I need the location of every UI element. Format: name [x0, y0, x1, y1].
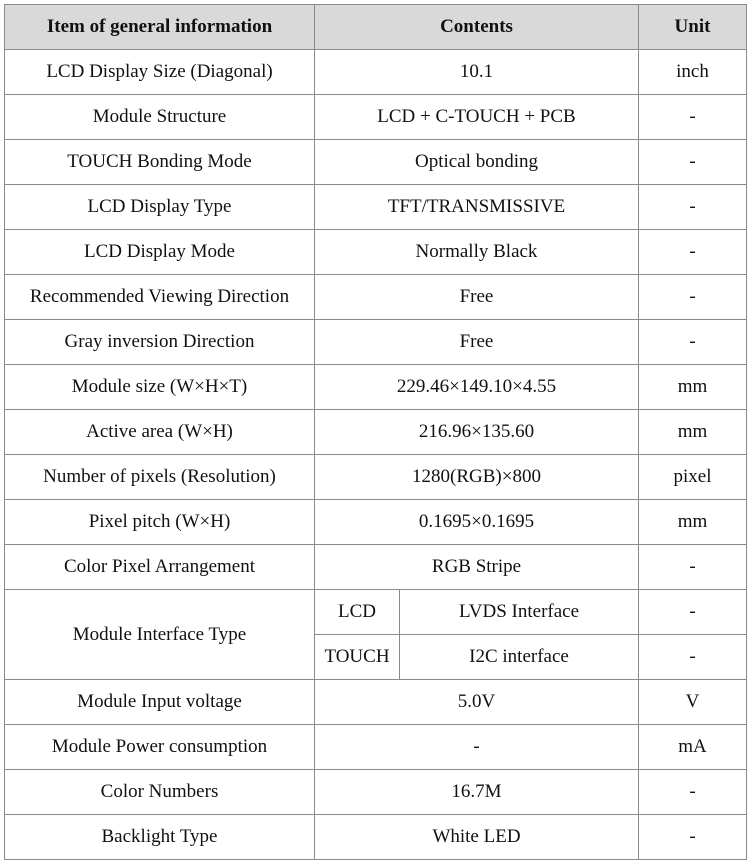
cell-unit: pixel — [639, 455, 747, 500]
cell-item: Backlight Type — [5, 815, 315, 860]
cell-item: Color Numbers — [5, 770, 315, 815]
cell-contents: 229.46×149.10×4.55 — [315, 365, 639, 410]
cell-item: Number of pixels (Resolution) — [5, 455, 315, 500]
cell-contents: 0.1695×0.1695 — [315, 500, 639, 545]
cell-contents: 1280(RGB)×800 — [315, 455, 639, 500]
table-row — [5, 365, 747, 410]
cell-contents: Normally Black — [315, 230, 639, 275]
table-row — [5, 545, 747, 590]
cell-unit: - — [639, 140, 747, 185]
table-row — [5, 455, 747, 500]
cell-contents: 216.96×135.60 — [315, 410, 639, 455]
cell-unit: - — [639, 320, 747, 365]
cell-contents: LCD + C-TOUCH + PCB — [315, 95, 639, 140]
table-row — [5, 410, 747, 455]
cell-contents: 5.0V — [315, 680, 639, 725]
table-row — [5, 770, 747, 815]
table-header-row — [5, 5, 747, 50]
cell-unit: mm — [639, 410, 747, 455]
cell-contents: White LED — [315, 815, 639, 860]
cell-item-interface: Module Interface Type — [5, 590, 315, 680]
cell-unit: mm — [639, 365, 747, 410]
cell-contents: - — [315, 725, 639, 770]
cell-contents: Free — [315, 320, 639, 365]
cell-contents: 10.1 — [315, 50, 639, 95]
table-row — [5, 725, 747, 770]
cell-contents: RGB Stripe — [315, 545, 639, 590]
table-row — [5, 185, 747, 230]
cell-unit: - — [639, 590, 747, 635]
table-row-interface-lcd — [5, 590, 747, 635]
cell-unit: - — [639, 545, 747, 590]
cell-unit: mA — [639, 725, 747, 770]
table-row — [5, 140, 747, 185]
cell-sub-label: LCD — [315, 590, 400, 635]
table-row — [5, 815, 747, 860]
cell-unit: - — [639, 770, 747, 815]
cell-item: LCD Display Size (Diagonal) — [5, 50, 315, 95]
cell-unit: - — [639, 635, 747, 680]
table-row — [5, 230, 747, 275]
cell-unit: - — [639, 95, 747, 140]
cell-contents: I2C interface — [400, 635, 639, 680]
table-row — [5, 680, 747, 725]
cell-contents: 16.7M — [315, 770, 639, 815]
cell-item: Color Pixel Arrangement — [5, 545, 315, 590]
cell-item: Module Structure — [5, 95, 315, 140]
cell-unit: inch — [639, 50, 747, 95]
header-contents: Contents — [315, 5, 639, 50]
cell-unit: - — [639, 275, 747, 320]
cell-unit: mm — [639, 500, 747, 545]
table-row — [5, 500, 747, 545]
header-unit: Unit — [639, 5, 747, 50]
cell-item: Module Input voltage — [5, 680, 315, 725]
cell-unit: V — [639, 680, 747, 725]
cell-unit: - — [639, 185, 747, 230]
table-row — [5, 95, 747, 140]
table-row — [5, 320, 747, 365]
cell-sub-label: TOUCH — [315, 635, 400, 680]
cell-item: Pixel pitch (W×H) — [5, 500, 315, 545]
cell-unit: - — [639, 815, 747, 860]
cell-item: Module size (W×H×T) — [5, 365, 315, 410]
cell-contents: Free — [315, 275, 639, 320]
specification-table — [4, 4, 747, 860]
cell-item: Module Power consumption — [5, 725, 315, 770]
table-row — [5, 50, 747, 95]
cell-unit: - — [639, 230, 747, 275]
cell-contents: TFT/TRANSMISSIVE — [315, 185, 639, 230]
header-item: Item of general information — [5, 5, 315, 50]
cell-item: LCD Display Type — [5, 185, 315, 230]
cell-contents: Optical bonding — [315, 140, 639, 185]
cell-contents: LVDS Interface — [400, 590, 639, 635]
cell-item: Gray inversion Direction — [5, 320, 315, 365]
cell-item: TOUCH Bonding Mode — [5, 140, 315, 185]
cell-item: Active area (W×H) — [5, 410, 315, 455]
cell-item: Recommended Viewing Direction — [5, 275, 315, 320]
cell-item: LCD Display Mode — [5, 230, 315, 275]
table-row — [5, 275, 747, 320]
